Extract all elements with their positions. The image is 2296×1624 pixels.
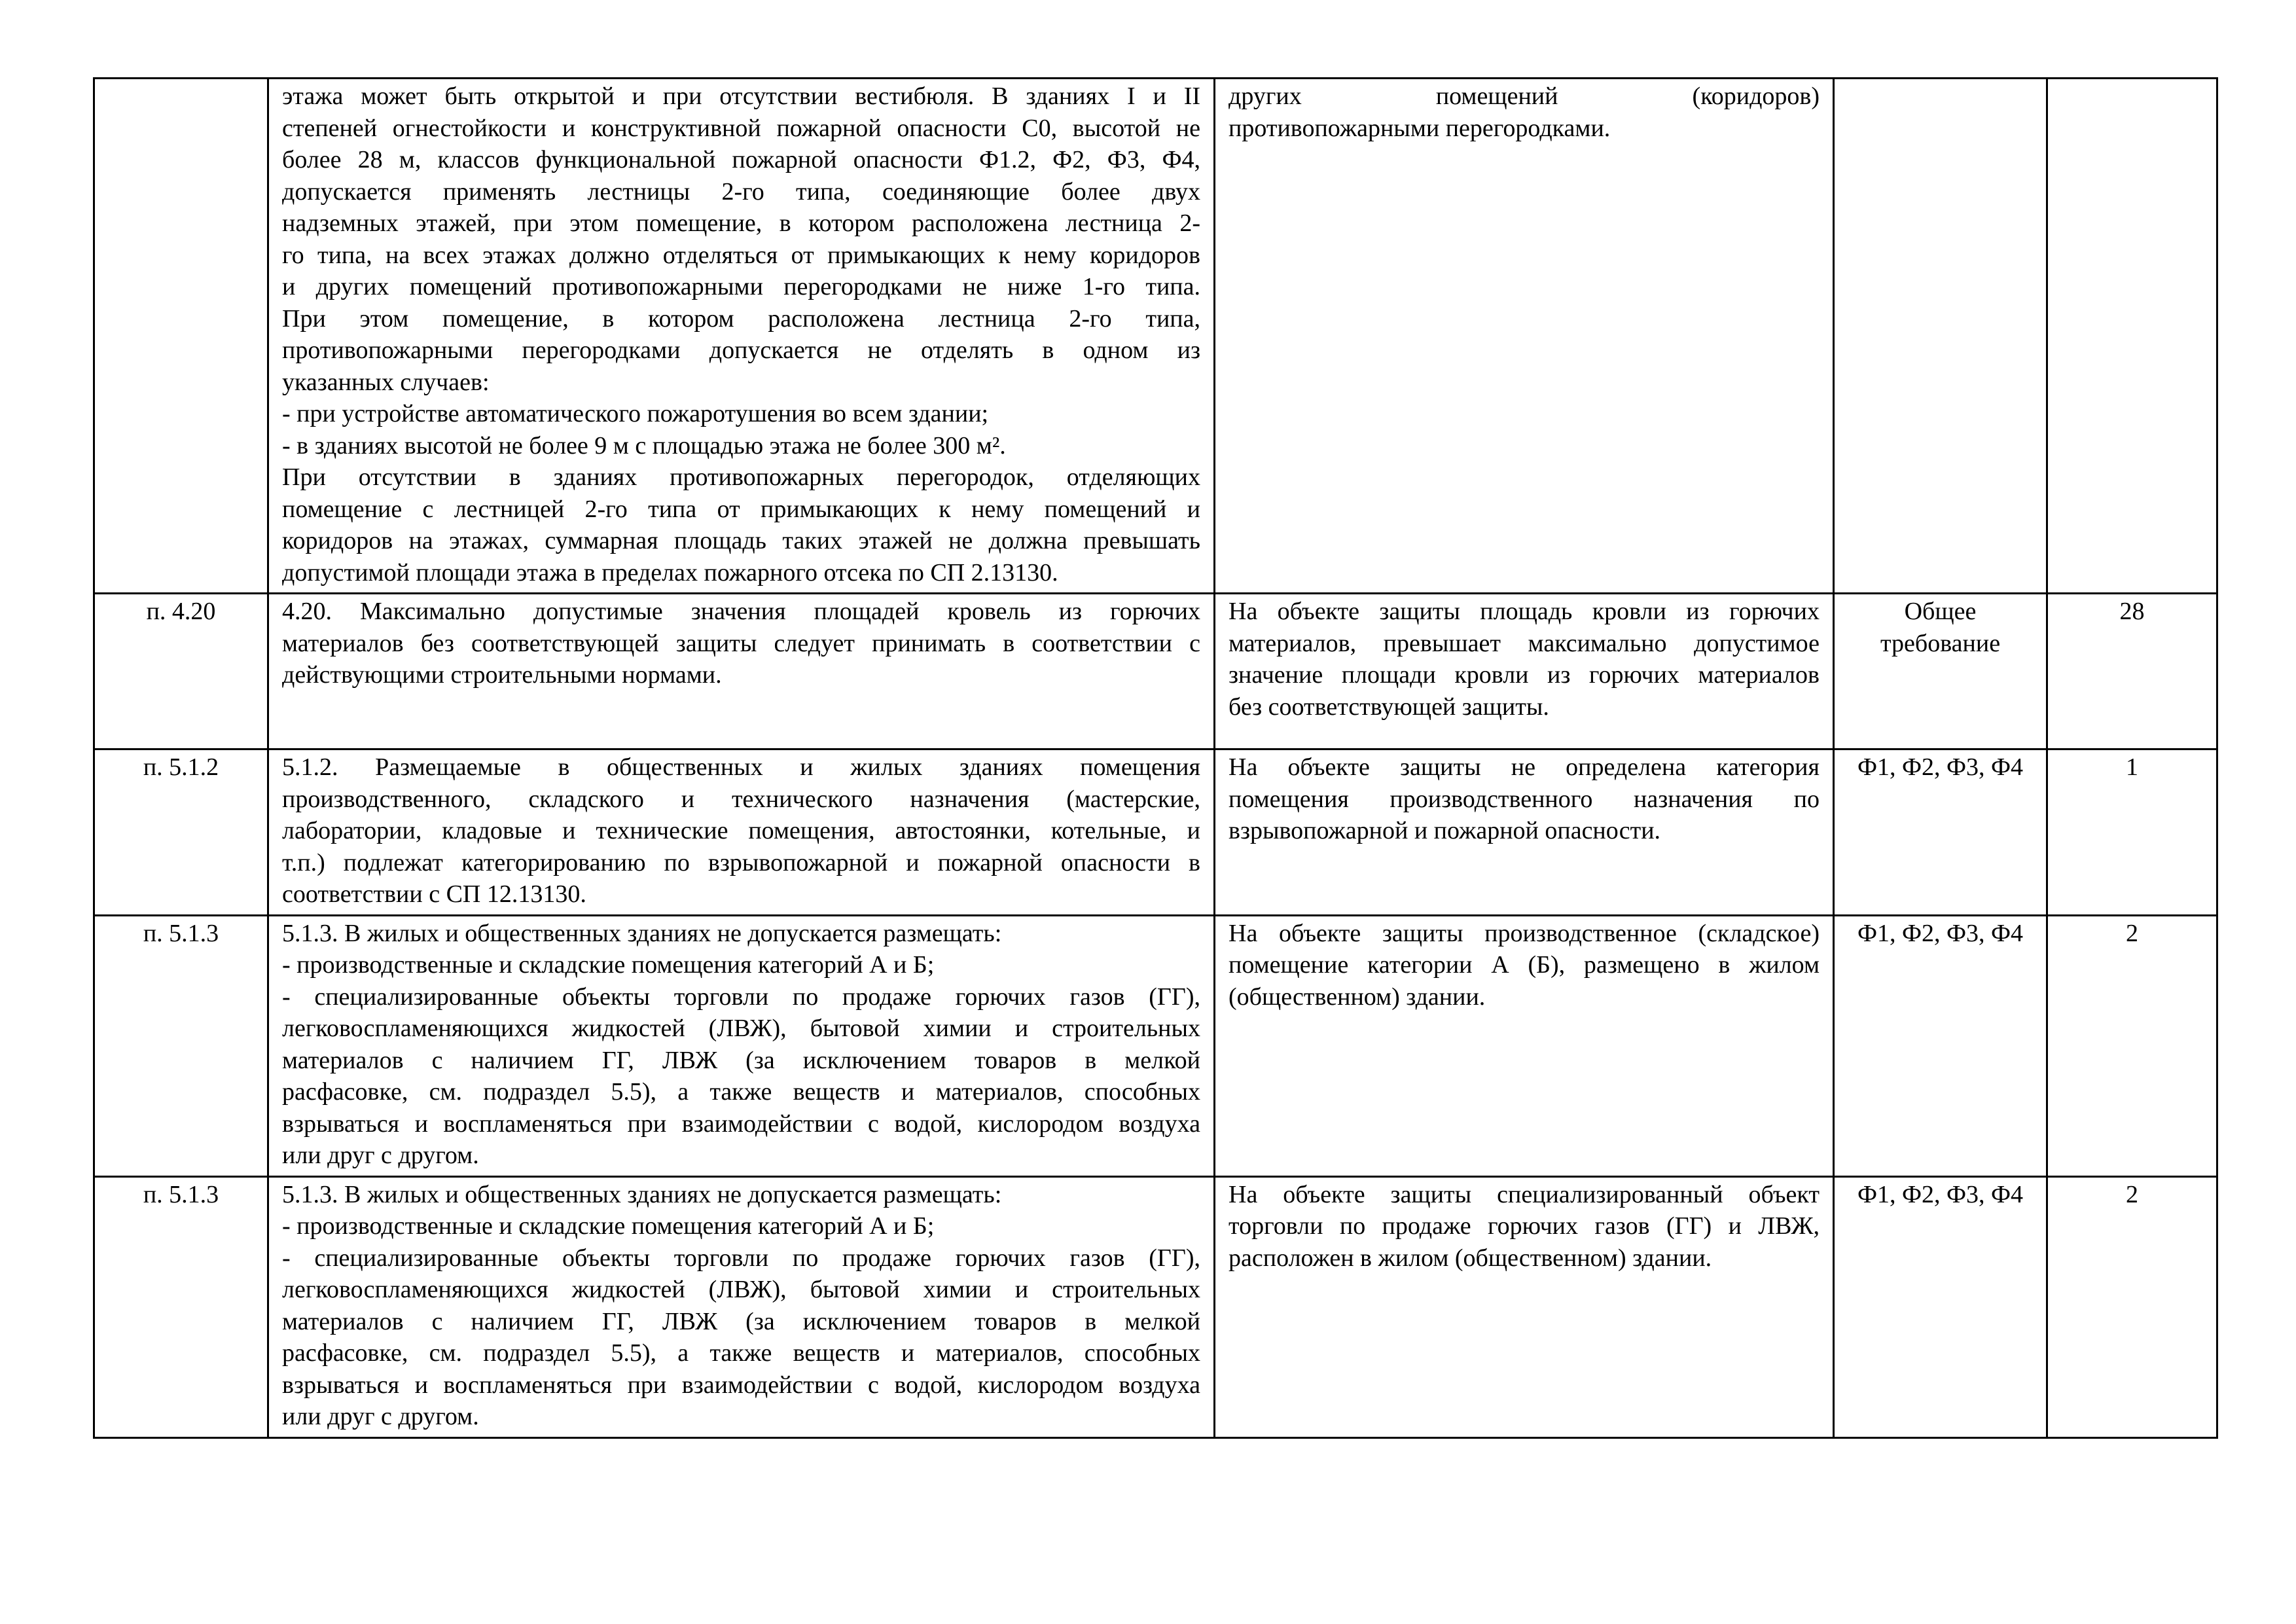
requirement-line: го типа, на всех этажах должно отделяться от примыкающих к нему коридоров [282,241,1200,269]
violation-line: значение площади кровли из горючих материалов [1229,661,1820,689]
requirement-line: - в зданиях высотой не более 9 м с площадью этажа не более 300 м². [282,431,1006,460]
requirement-line: - производственные и складские помещения категорий А и Б; [282,951,935,979]
violation-line: торговли по продаже горючих газов (ГГ) и ЛВЖ, [1229,1212,1820,1240]
violation-line: На объекте защиты производственное (складское) [1229,919,1820,947]
requirement-line: или друг с другом. [282,1403,479,1430]
requirement-line: легковоспламеняющихся жидкостей (ЛВЖ), бытовой химии и строительных [282,1015,1200,1042]
requirement-line: 4.20. Максимально допустимые значения площадей кровель из горючих [282,598,1200,625]
requirement-line: 5.1.3. В жилых и общественных зданиях не допускается размещать: [282,919,1002,947]
requirement-line: помещение с лестницей 2-го типа от примыкающих к нему помещений и [282,495,1200,523]
item-number-cell: 2 [2047,1176,2217,1437]
requirement-line: или друг с другом. [282,1142,479,1169]
requirement-line: этажа может быть открытой и при отсутствии вестибюля. В зданиях I и II [282,82,1200,110]
requirement-line: допустимой площади этажа в пределах пожарного отсека по СП 2.13130. [282,558,1058,586]
requirement-line: 5.1.2. Размещаемые в общественных и жилых зданиях помещения [282,753,1200,781]
violation-line: На объекте защиты не определена категория [1229,753,1820,781]
violation-line: взрывопожарной и пожарной опасности. [1229,817,1661,844]
clause-reference-cell: п. 5.1.3 [94,915,268,1176]
violation-text-cell [1215,1176,1834,1437]
requirement-text-cell [268,594,1215,749]
requirement-line: - производственные и складские помещения категорий А и Б; [282,1212,935,1240]
violation-text-cell [1215,79,1834,594]
requirement-text-cell [268,749,1215,916]
requirement-line: указанных случаев: [282,368,490,396]
item-number-cell [2047,79,2217,594]
requirement-line: соответствии с СП 12.13130. [282,880,586,908]
requirement-line: - специализированные объекты торговли по продаже горючих газов (ГГ), [282,1244,1200,1272]
requirement-line: допускается применять лестницы 2-го типа, соединяющие более двух [282,177,1200,206]
clause-reference-cell: п. 5.1.3 [94,1176,268,1437]
functional-class-cell: Ф1, Ф2, Ф3, Ф4 [1834,749,2047,916]
violation-text-cell [1215,915,1834,1176]
requirement-line: расфасовке, см. подраздел 5.5), а также веществ и материалов, способных [282,1078,1200,1106]
table-row [94,1176,2217,1437]
requirement-line: т.п.) подлежат категорированию по взрывопожарной и пожарной опасности в [282,848,1200,876]
violation-text-cell [1215,749,1834,916]
clause-reference-cell [94,79,268,594]
violation-line: На объекте защиты специализированный объект [1229,1180,1820,1208]
violation-text-cell [1215,594,1834,749]
violation-line: других помещений (коридоров) [1229,82,1820,110]
requirement-text-cell [268,915,1215,1176]
requirement-line: надземных этажей, при этом помещение, в котором расположена лестница 2- [282,209,1200,237]
requirement-line: расфасовке, см. подраздел 5.5), а также веществ и материалов, способных [282,1339,1200,1367]
requirement-line: материалов без соответствующей защиты следует принимать в соответствии с [282,629,1200,657]
table-row [94,594,2217,749]
functional-class-cell [1834,594,2047,749]
requirement-line: степеней огнестойкости и конструктивной пожарной опасности С0, высотой не [282,114,1200,142]
requirement-line: взрываться и воспламеняться при взаимодействии с водой, кислородом воздуха [282,1371,1200,1399]
requirement-text-cell [268,79,1215,594]
requirement-line: и других помещений противопожарными перегородками не ниже 1-го типа. [282,273,1200,300]
item-number-cell: 2 [2047,915,2217,1176]
requirement-line: материалов с наличием ГГ, ЛВЖ (за исключением товаров в мелкой [282,1046,1200,1074]
requirement-line: - при устройстве автоматического пожаротушения во всем здании; [282,400,989,427]
item-number-cell: 1 [2047,749,2217,916]
violation-line: противопожарными перегородками. [1229,114,1611,142]
clause-reference-cell: п. 5.1.2 [94,749,268,916]
requirement-line: противопожарными перегородками допускается не отделять в одном из [282,336,1200,364]
table-row [94,749,2217,916]
violation-line: помещение категории А (Б), размещено в жилом [1229,951,1820,979]
table-row [94,915,2217,1176]
requirement-line: действующими строительными нормами. [282,661,722,689]
requirement-line: лаборатории, кладовые и технические помещения, автостоянки, котельные, и [282,817,1200,844]
requirement-line: производственного, складского и технического назначения (мастерские, [282,785,1200,813]
table-row [94,79,2217,594]
functional-class-cell [1834,79,2047,594]
clause-reference-cell: п. 4.20 [94,594,268,749]
requirement-line: При этом помещение, в котором расположена лестница 2-го типа, [282,304,1200,333]
functional-class-cell: Ф1, Ф2, Ф3, Ф4 [1834,915,2047,1176]
violation-line: расположен в жилом (общественном) здании. [1229,1244,1712,1272]
requirement-line: материалов с наличием ГГ, ЛВЖ (за исключением товаров в мелкой [282,1307,1200,1335]
requirement-line: - специализированные объекты торговли по продаже горючих газов (ГГ), [282,983,1200,1011]
class-line: требование [1880,629,2001,657]
violation-line: без соответствующей защиты. [1229,693,1549,721]
violation-line: материалов, превышает максимально допустимое [1229,629,1820,657]
requirement-line: коридоров на этажах, суммарная площадь таких этажей не должна превышать [282,527,1200,554]
requirement-line: более 28 м, классов функциональной пожарной опасности Ф1.2, Ф2, Ф3, Ф4, [282,146,1200,173]
item-number-cell: 28 [2047,594,2217,749]
violation-line: помещения производственного назначения по [1229,785,1820,813]
class-line: Общее [1904,598,1977,625]
violation-line: (общественном) здании. [1229,983,1486,1011]
requirement-line: При отсутствии в зданиях противопожарных перегородок, отделяющих [282,463,1200,491]
requirement-line: легковоспламеняющихся жидкостей (ЛВЖ), бытовой химии и строительных [282,1276,1200,1303]
requirement-text-cell [268,1176,1215,1437]
requirement-line: взрываться и воспламеняться при взаимодействии с водой, кислородом воздуха [282,1110,1200,1138]
regulations-table [93,77,2218,1439]
violation-line: На объекте защиты площадь кровли из горючих [1229,598,1820,625]
requirement-line: 5.1.3. В жилых и общественных зданиях не допускается размещать: [282,1180,1002,1208]
functional-class-cell: Ф1, Ф2, Ф3, Ф4 [1834,1176,2047,1437]
